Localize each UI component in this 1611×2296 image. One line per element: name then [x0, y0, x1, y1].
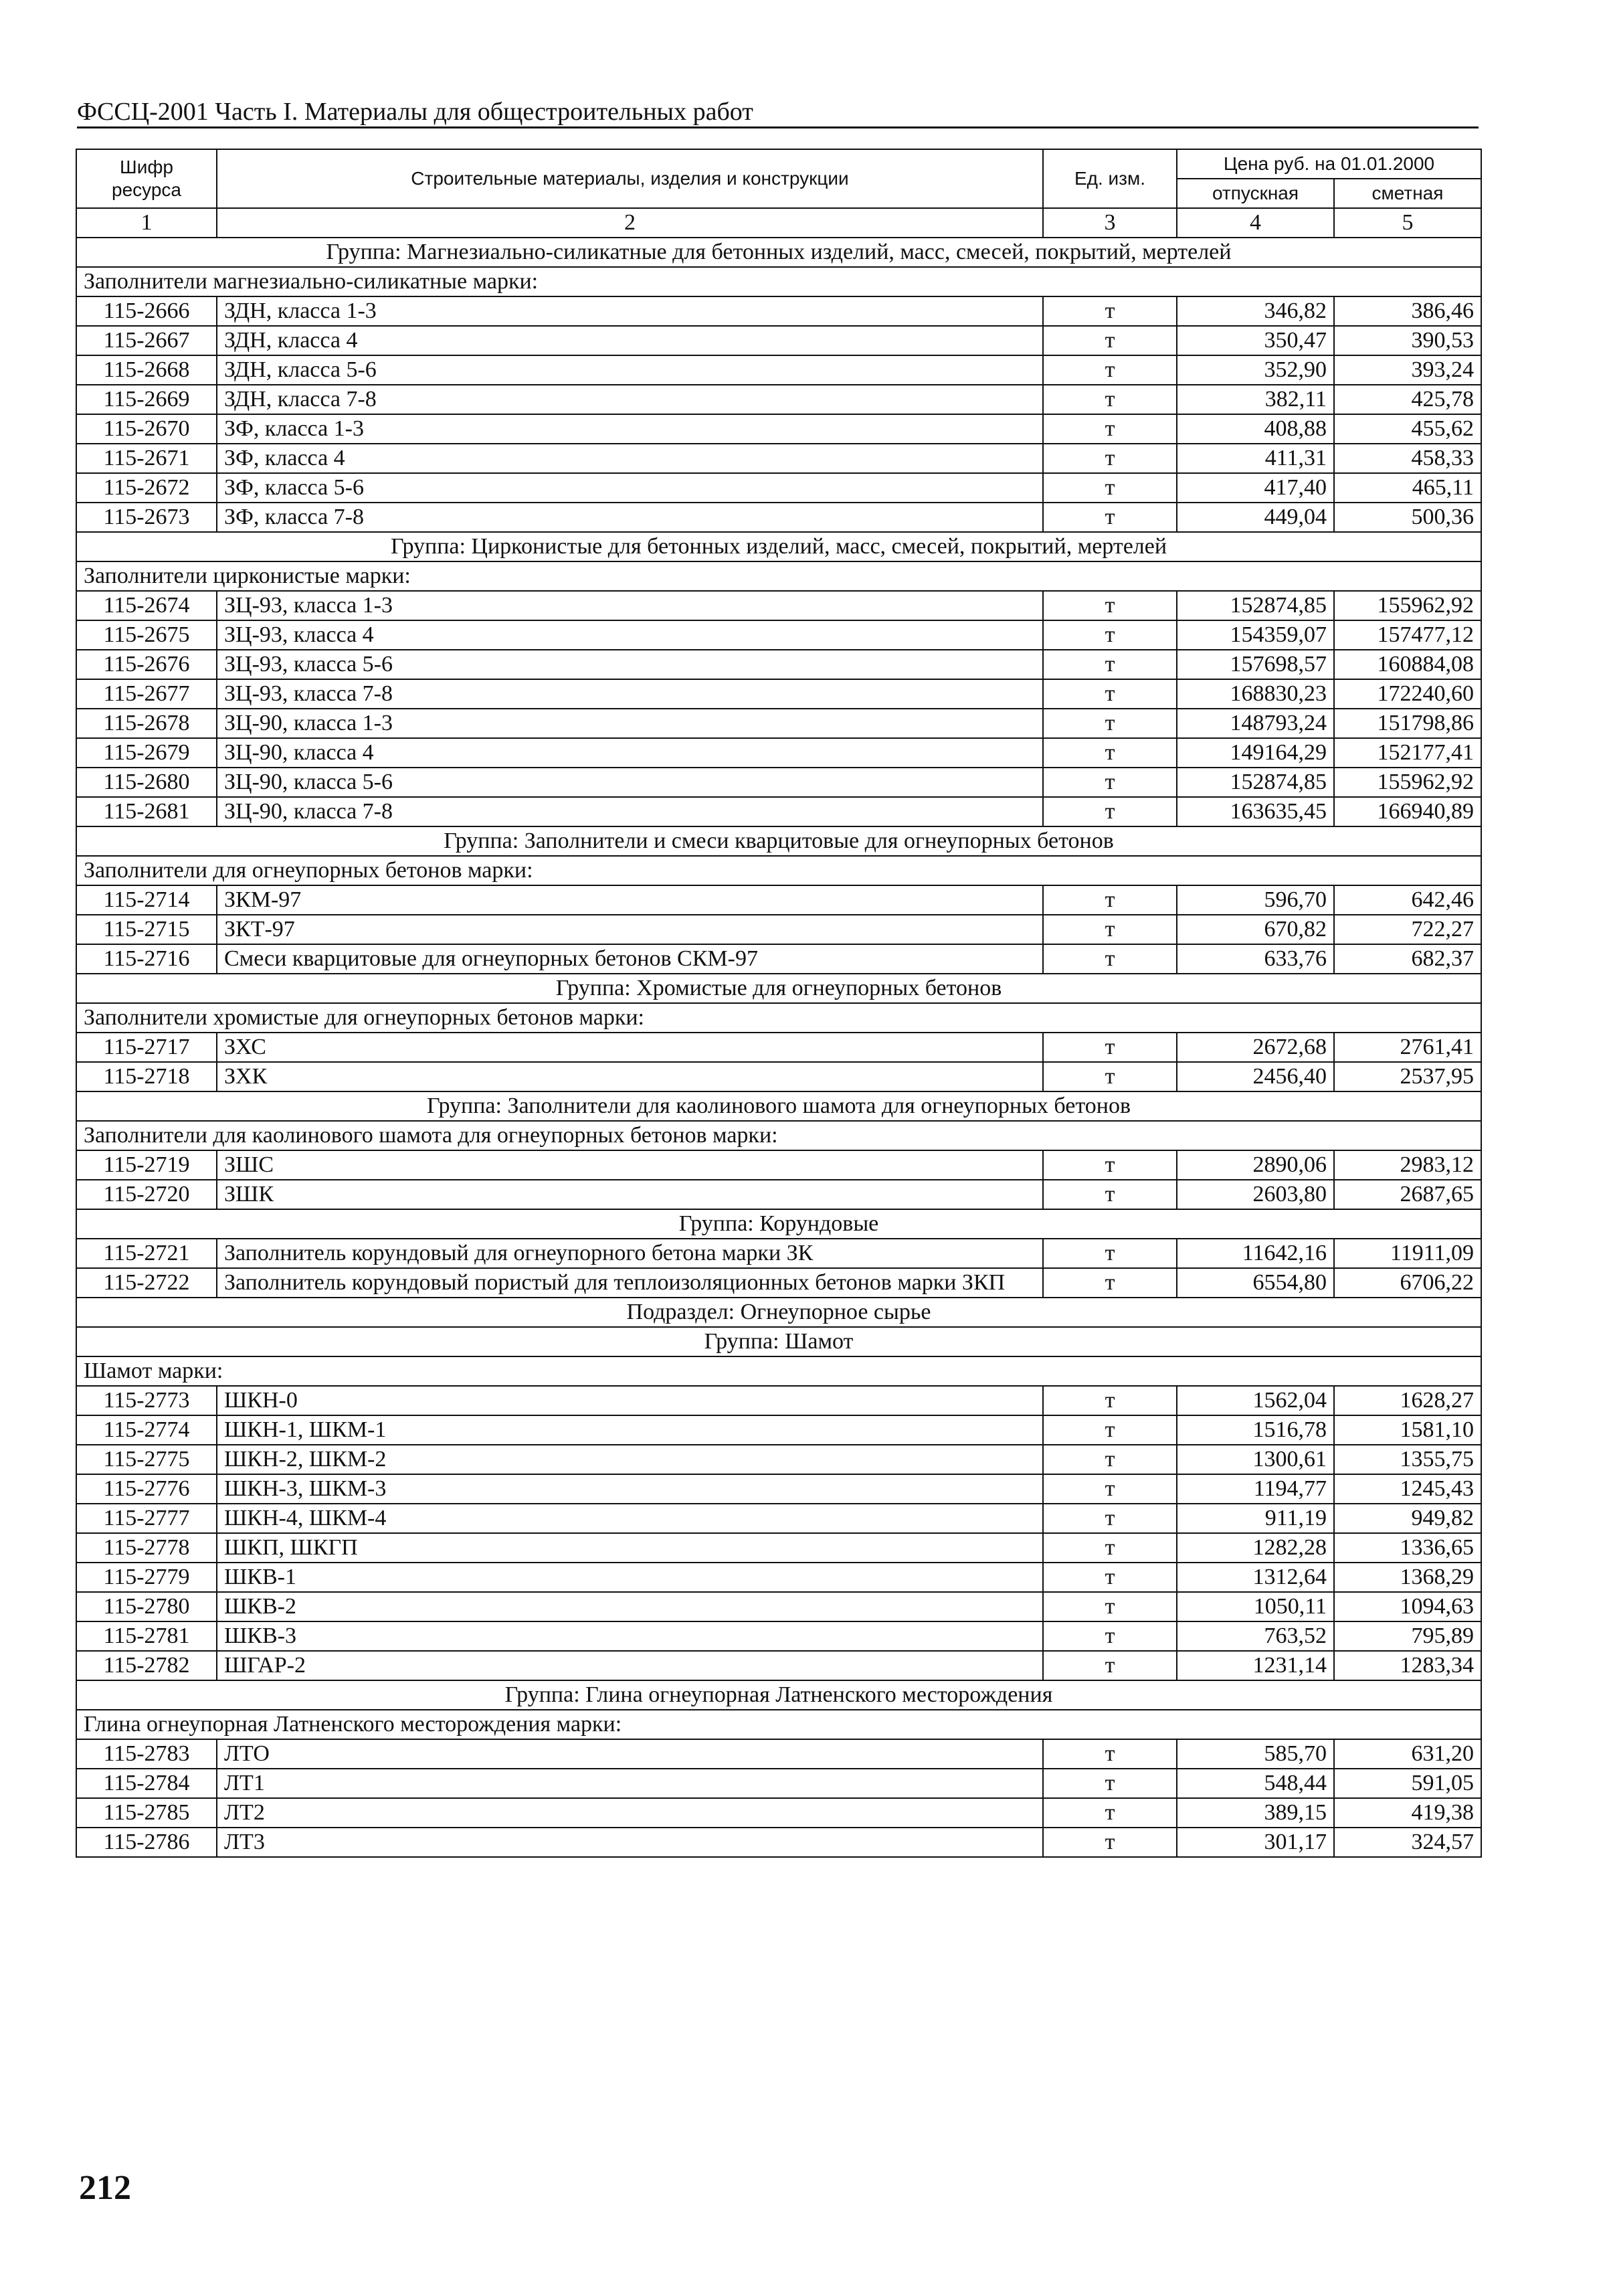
release-price: 152874,85 [1177, 591, 1334, 620]
column-number: 3 [1043, 208, 1177, 238]
release-price: 2603,80 [1177, 1180, 1334, 1209]
release-price: 1231,14 [1177, 1651, 1334, 1680]
unit-cell: т [1043, 1621, 1177, 1651]
table-row [76, 768, 1481, 797]
resource-code: 115-2681 [76, 797, 217, 826]
estimate-price: 631,20 [1334, 1739, 1481, 1769]
release-price: 548,44 [1177, 1769, 1334, 1798]
subgroup-label: Заполнители для каолинового шамота для огнеупорных бетонов марки: [76, 1121, 1481, 1150]
estimate-price: 390,53 [1334, 326, 1481, 355]
material-name: ШКН-2, ШКМ-2 [217, 1445, 1043, 1474]
release-price: 417,40 [1177, 473, 1334, 503]
material-name: ЗКМ-97 [217, 885, 1043, 915]
resource-code: 115-2781 [76, 1621, 217, 1651]
table-row [76, 650, 1481, 679]
material-name: ЗЦ-93, класса 1-3 [217, 591, 1043, 620]
unit-cell: т [1043, 1386, 1177, 1415]
estimate-price: 1368,29 [1334, 1563, 1481, 1592]
resource-code: 115-2775 [76, 1445, 217, 1474]
release-price: 763,52 [1177, 1621, 1334, 1651]
estimate-price: 1581,10 [1334, 1415, 1481, 1445]
estimate-price: 642,46 [1334, 885, 1481, 915]
page-number: 212 [79, 2169, 131, 2207]
release-price: 168830,23 [1177, 679, 1334, 709]
unit-cell: т [1043, 1268, 1177, 1298]
column-number: 1 [76, 208, 217, 238]
resource-code: 115-2667 [76, 326, 217, 355]
material-name: ЗДН, класса 7-8 [217, 385, 1043, 414]
estimate-price: 425,78 [1334, 385, 1481, 414]
release-price: 352,90 [1177, 355, 1334, 385]
release-price: 911,19 [1177, 1504, 1334, 1533]
resource-code: 115-2782 [76, 1651, 217, 1680]
table-row [76, 503, 1481, 532]
group-heading-row [76, 1091, 1481, 1121]
unit-cell: т [1043, 1062, 1177, 1091]
subgroup-label: Заполнители цирконистые марки: [76, 561, 1481, 591]
estimate-price: 155962,92 [1334, 591, 1481, 620]
release-price: 2456,40 [1177, 1062, 1334, 1091]
release-price: 408,88 [1177, 414, 1334, 444]
resource-code: 115-2714 [76, 885, 217, 915]
table-row [76, 1592, 1481, 1621]
resource-code: 115-2721 [76, 1239, 217, 1268]
unit-cell: т [1043, 1739, 1177, 1769]
table-row [76, 1563, 1481, 1592]
estimate-price: 458,33 [1334, 444, 1481, 473]
release-price: 382,11 [1177, 385, 1334, 414]
table-row [76, 620, 1481, 650]
material-name: ЗФ, класса 7-8 [217, 503, 1043, 532]
release-price: 585,70 [1177, 1739, 1334, 1769]
release-price: 1300,61 [1177, 1445, 1334, 1474]
material-name: ШКН-4, ШКМ-4 [217, 1504, 1043, 1533]
estimate-price: 949,82 [1334, 1504, 1481, 1533]
resource-code: 115-2678 [76, 709, 217, 738]
estimate-price: 455,62 [1334, 414, 1481, 444]
material-name: ШКВ-2 [217, 1592, 1043, 1621]
table-row [76, 679, 1481, 709]
unit-cell: т [1043, 1798, 1177, 1828]
material-name: ЗЦ-90, класса 7-8 [217, 797, 1043, 826]
subgroup-label: Заполнители хромистые для огнеупорных бетонов марки: [76, 1003, 1481, 1033]
release-price: 670,82 [1177, 915, 1334, 944]
material-name: ЛТ1 [217, 1769, 1043, 1798]
estimate-price: 465,11 [1334, 473, 1481, 503]
release-price: 1050,11 [1177, 1592, 1334, 1621]
resource-code: 115-2785 [76, 1798, 217, 1828]
unit-cell: т [1043, 1474, 1177, 1504]
material-name: ЗЦ-93, класса 7-8 [217, 679, 1043, 709]
subgroup-row [76, 856, 1481, 885]
resource-code: 115-2786 [76, 1828, 217, 1857]
estimate-price: 2761,41 [1334, 1033, 1481, 1062]
resource-code: 115-2717 [76, 1033, 217, 1062]
subgroup-row [76, 1710, 1481, 1739]
unit-cell: т [1043, 385, 1177, 414]
group-heading-row [76, 1209, 1481, 1239]
unit-cell: т [1043, 1445, 1177, 1474]
group-heading: Группа: Хромистые для огнеупорных бетонов [76, 974, 1481, 1003]
unit-cell: т [1043, 1592, 1177, 1621]
material-name: ЗКТ-97 [217, 915, 1043, 944]
table-row [76, 1504, 1481, 1533]
table-row [76, 1386, 1481, 1415]
material-name: ЗФ, класса 4 [217, 444, 1043, 473]
subgroup-row [76, 1121, 1481, 1150]
table-row [76, 1769, 1481, 1798]
unit-cell: т [1043, 1828, 1177, 1857]
unit-cell: т [1043, 650, 1177, 679]
release-price: 163635,45 [1177, 797, 1334, 826]
resource-code: 115-2679 [76, 738, 217, 768]
estimate-price: 795,89 [1334, 1621, 1481, 1651]
estimate-price: 1283,34 [1334, 1651, 1481, 1680]
estimate-price: 682,37 [1334, 944, 1481, 974]
table-row [76, 1033, 1481, 1062]
material-name: ШКН-3, ШКМ-3 [217, 1474, 1043, 1504]
group-heading-row [76, 1327, 1481, 1356]
resource-code: 115-2715 [76, 915, 217, 944]
table-row [76, 1739, 1481, 1769]
material-name: ЗЦ-93, класса 4 [217, 620, 1043, 650]
table-row [76, 1798, 1481, 1828]
price-table [76, 149, 1482, 1858]
resource-code: 115-2674 [76, 591, 217, 620]
table-row [76, 885, 1481, 915]
estimate-price: 157477,12 [1334, 620, 1481, 650]
resource-code: 115-2784 [76, 1769, 217, 1798]
material-name: ЗДН, класса 1-3 [217, 296, 1043, 326]
material-name: ЗДН, класса 5-6 [217, 355, 1043, 385]
table-row [76, 355, 1481, 385]
unit-cell: т [1043, 679, 1177, 709]
group-heading: Группа: Цирконистые для бетонных изделий, масс, смесей, покрытий, мертелей [76, 532, 1481, 561]
table-row [76, 414, 1481, 444]
release-price: 1194,77 [1177, 1474, 1334, 1504]
resource-code: 115-2677 [76, 679, 217, 709]
material-name: Заполнитель корундовый пористый для теплоизоляционных бетонов марки ЗКП [217, 1268, 1043, 1298]
table-row [76, 473, 1481, 503]
estimate-price: 722,27 [1334, 915, 1481, 944]
unit-cell: т [1043, 1180, 1177, 1209]
estimate-price: 166940,89 [1334, 797, 1481, 826]
table-row [76, 444, 1481, 473]
header-code: Шифр ресурса [76, 149, 217, 208]
resource-code: 115-2716 [76, 944, 217, 974]
unit-cell: т [1043, 944, 1177, 974]
estimate-price: 155962,92 [1334, 768, 1481, 797]
estimate-price: 591,05 [1334, 1769, 1481, 1798]
material-name: ЛТ2 [217, 1798, 1043, 1828]
estimate-price: 152177,41 [1334, 738, 1481, 768]
table-row [76, 1268, 1481, 1298]
table-row [76, 1621, 1481, 1651]
subgroup-row [76, 561, 1481, 591]
group-heading: Группа: Заполнители и смеси кварцитовые для огнеупорных бетонов [76, 826, 1481, 856]
table-row [76, 1651, 1481, 1680]
estimate-price: 1094,63 [1334, 1592, 1481, 1621]
table-row [76, 738, 1481, 768]
material-name: ШКН-0 [217, 1386, 1043, 1415]
material-name: ЗЦ-90, класса 1-3 [217, 709, 1043, 738]
release-price: 6554,80 [1177, 1268, 1334, 1298]
column-number: 5 [1334, 208, 1481, 238]
table-row [76, 1150, 1481, 1180]
table-row [76, 296, 1481, 326]
release-price: 154359,07 [1177, 620, 1334, 650]
group-heading-row [76, 532, 1481, 561]
group-heading-row [76, 1680, 1481, 1710]
resource-code: 115-2774 [76, 1415, 217, 1445]
estimate-price: 386,46 [1334, 296, 1481, 326]
group-heading-row [76, 974, 1481, 1003]
material-name: ЗЦ-93, класса 5-6 [217, 650, 1043, 679]
table-row [76, 591, 1481, 620]
unit-cell: т [1043, 1033, 1177, 1062]
resource-code: 115-2673 [76, 503, 217, 532]
unit-cell: т [1043, 738, 1177, 768]
unit-cell: т [1043, 709, 1177, 738]
release-price: 596,70 [1177, 885, 1334, 915]
estimate-price: 151798,86 [1334, 709, 1481, 738]
release-price: 2672,68 [1177, 1033, 1334, 1062]
material-name: ЗЦ-90, класса 5-6 [217, 768, 1043, 797]
release-price: 148793,24 [1177, 709, 1334, 738]
estimate-price: 419,38 [1334, 1798, 1481, 1828]
release-price: 1282,28 [1177, 1533, 1334, 1563]
release-price: 149164,29 [1177, 738, 1334, 768]
header-price-group: Цена руб. на 01.01.2000 [1177, 149, 1481, 179]
table-row [76, 915, 1481, 944]
material-name: ЗШС [217, 1150, 1043, 1180]
group-heading: Группа: Глина огнеупорная Латненского месторождения [76, 1680, 1481, 1710]
unit-cell: т [1043, 355, 1177, 385]
unit-cell: т [1043, 326, 1177, 355]
table-row [76, 1445, 1481, 1474]
release-price: 1516,78 [1177, 1415, 1334, 1445]
column-number: 4 [1177, 208, 1334, 238]
estimate-price: 324,57 [1334, 1828, 1481, 1857]
unit-cell: т [1043, 1533, 1177, 1563]
group-heading: Подраздел: Огнеупорное сырье [76, 1298, 1481, 1327]
resource-code: 115-2778 [76, 1533, 217, 1563]
resource-code: 115-2669 [76, 385, 217, 414]
unit-cell: т [1043, 1651, 1177, 1680]
estimate-price: 172240,60 [1334, 679, 1481, 709]
release-price: 346,82 [1177, 296, 1334, 326]
table-row [76, 1828, 1481, 1857]
unit-cell: т [1043, 503, 1177, 532]
material-name: ЗДН, класса 4 [217, 326, 1043, 355]
release-price: 152874,85 [1177, 768, 1334, 797]
resource-code: 115-2680 [76, 768, 217, 797]
table-row [76, 1415, 1481, 1445]
resource-code: 115-2718 [76, 1062, 217, 1091]
estimate-price: 1628,27 [1334, 1386, 1481, 1415]
subgroup-row [76, 267, 1481, 296]
table-row [76, 797, 1481, 826]
resource-code: 115-2675 [76, 620, 217, 650]
unit-cell: т [1043, 1504, 1177, 1533]
release-price: 411,31 [1177, 444, 1334, 473]
table-row [76, 326, 1481, 355]
material-name: Смеси кварцитовые для огнеупорных бетонов СКМ-97 [217, 944, 1043, 974]
table-row [76, 944, 1481, 974]
release-price: 350,47 [1177, 326, 1334, 355]
estimate-price: 2687,65 [1334, 1180, 1481, 1209]
material-name: ЗХК [217, 1062, 1043, 1091]
resource-code: 115-2773 [76, 1386, 217, 1415]
resource-code: 115-2722 [76, 1268, 217, 1298]
unit-cell: т [1043, 1769, 1177, 1798]
unit-cell: т [1043, 591, 1177, 620]
group-heading: Группа: Магнезиально-силикатные для бетонных изделий, масс, смесей, покрытий, мертелей [76, 238, 1481, 267]
unit-cell: т [1043, 1239, 1177, 1268]
material-name: ЗХС [217, 1033, 1043, 1062]
resource-code: 115-2676 [76, 650, 217, 679]
resource-code: 115-2776 [76, 1474, 217, 1504]
release-price: 1312,64 [1177, 1563, 1334, 1592]
group-heading-row [76, 826, 1481, 856]
resource-code: 115-2666 [76, 296, 217, 326]
estimate-price: 2537,95 [1334, 1062, 1481, 1091]
estimate-price: 500,36 [1334, 503, 1481, 532]
release-price: 449,04 [1177, 503, 1334, 532]
unit-cell: т [1043, 1150, 1177, 1180]
table-row [76, 709, 1481, 738]
header-estimate-price: сметная [1334, 179, 1481, 208]
material-name: ЗФ, класса 1-3 [217, 414, 1043, 444]
table-row [76, 1533, 1481, 1563]
material-name: ЗЦ-90, класса 4 [217, 738, 1043, 768]
subgroup-row [76, 1003, 1481, 1033]
table-body [76, 238, 1481, 1857]
resource-code: 115-2777 [76, 1504, 217, 1533]
unit-cell: т [1043, 620, 1177, 650]
unit-cell: т [1043, 797, 1177, 826]
subgroup-row [76, 1356, 1481, 1386]
resource-code: 115-2780 [76, 1592, 217, 1621]
header-unit: Ед. изм. [1043, 149, 1177, 208]
group-heading-row [76, 238, 1481, 267]
material-name: ЗФ, класса 5-6 [217, 473, 1043, 503]
material-name: ЗШК [217, 1180, 1043, 1209]
release-price: 633,76 [1177, 944, 1334, 974]
unit-cell: т [1043, 444, 1177, 473]
unit-cell: т [1043, 885, 1177, 915]
subgroup-label: Глина огнеупорная Латненского месторождения марки: [76, 1710, 1481, 1739]
unit-cell: т [1043, 915, 1177, 944]
unit-cell: т [1043, 296, 1177, 326]
unit-cell: т [1043, 1563, 1177, 1592]
resource-code: 115-2672 [76, 473, 217, 503]
header-name: Строительные материалы, изделия и конструкции [217, 149, 1043, 208]
subgroup-label: Заполнители для огнеупорных бетонов марки: [76, 856, 1481, 885]
document-header: ФССЦ-2001 Часть I. Материалы для общестроительных работ [77, 97, 1479, 128]
resource-code: 115-2720 [76, 1180, 217, 1209]
release-price: 1562,04 [1177, 1386, 1334, 1415]
resource-code: 115-2719 [76, 1150, 217, 1180]
material-name: ШКП, ШКГП [217, 1533, 1043, 1563]
release-price: 389,15 [1177, 1798, 1334, 1828]
table-row [76, 1180, 1481, 1209]
material-name: ШКН-1, ШКМ-1 [217, 1415, 1043, 1445]
unit-cell: т [1043, 768, 1177, 797]
estimate-price: 1245,43 [1334, 1474, 1481, 1504]
release-price: 157698,57 [1177, 650, 1334, 679]
column-number-row [76, 208, 1481, 238]
header-release-price: отпускная [1177, 179, 1334, 208]
material-name: ШКВ-3 [217, 1621, 1043, 1651]
material-name: ШГАР-2 [217, 1651, 1043, 1680]
resource-code: 115-2668 [76, 355, 217, 385]
table-row [76, 1474, 1481, 1504]
table-row [76, 1239, 1481, 1268]
material-name: Заполнитель корундовый для огнеупорного бетона марки ЗК [217, 1239, 1043, 1268]
resource-code: 115-2670 [76, 414, 217, 444]
table-row [76, 385, 1481, 414]
material-name: ШКВ-1 [217, 1563, 1043, 1592]
unit-cell: т [1043, 473, 1177, 503]
group-heading: Группа: Корундовые [76, 1209, 1481, 1239]
resource-code: 115-2779 [76, 1563, 217, 1592]
release-price: 301,17 [1177, 1828, 1334, 1857]
material-name: ЛТО [217, 1739, 1043, 1769]
estimate-price: 11911,09 [1334, 1239, 1481, 1268]
column-number: 2 [217, 208, 1043, 238]
unit-cell: т [1043, 414, 1177, 444]
group-heading: Группа: Шамот [76, 1327, 1481, 1356]
material-name: ЛТ3 [217, 1828, 1043, 1857]
estimate-price: 2983,12 [1334, 1150, 1481, 1180]
resource-code: 115-2783 [76, 1739, 217, 1769]
estimate-price: 393,24 [1334, 355, 1481, 385]
subgroup-label: Шамот марки: [76, 1356, 1481, 1386]
release-price: 11642,16 [1177, 1239, 1334, 1268]
estimate-price: 1336,65 [1334, 1533, 1481, 1563]
table-row [76, 1062, 1481, 1091]
unit-cell: т [1043, 1415, 1177, 1445]
estimate-price: 1355,75 [1334, 1445, 1481, 1474]
group-heading-row [76, 1298, 1481, 1327]
release-price: 2890,06 [1177, 1150, 1334, 1180]
subgroup-label: Заполнители магнезиально-силикатные марки: [76, 267, 1481, 296]
group-heading: Группа: Заполнители для каолинового шамота для огнеупорных бетонов [76, 1091, 1481, 1121]
estimate-price: 160884,08 [1334, 650, 1481, 679]
resource-code: 115-2671 [76, 444, 217, 473]
estimate-price: 6706,22 [1334, 1268, 1481, 1298]
